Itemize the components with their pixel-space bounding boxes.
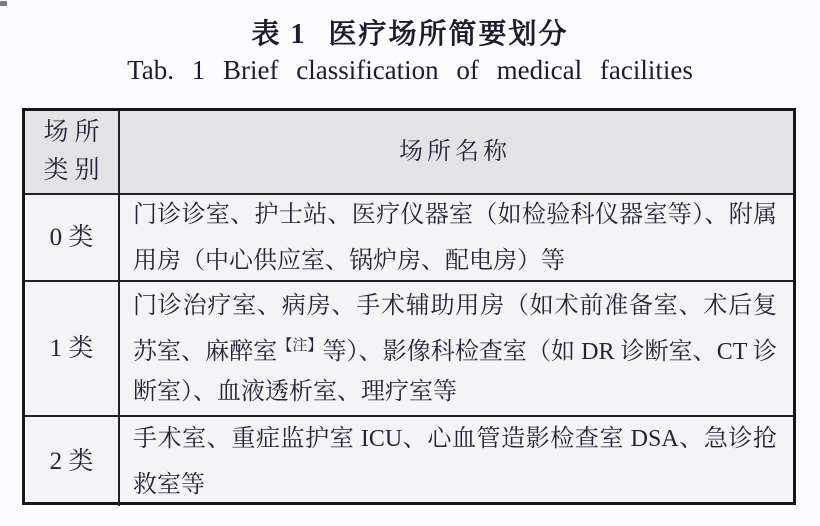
category-cell-0 <box>25 195 120 280</box>
table-number-zh: 表 1 <box>251 19 307 50</box>
description-cell-0 <box>120 195 793 280</box>
classification-table <box>22 108 796 505</box>
desc-0-pre: 门诊诊室、护士站、医疗仪器室（如检验科仪器室等）、附属用房（中心供应室、锅炉房、配电房）等 <box>133 201 777 274</box>
table-header-row <box>25 111 793 193</box>
table-row-class-0 <box>25 193 793 280</box>
table-caption-chinese <box>0 12 820 52</box>
table-caption-english: Tab. 1 Brief classification of medical facilities <box>127 55 693 85</box>
description-text-0 <box>133 195 777 281</box>
desc-1-pre: 门诊治疗室、病房、手术辅助用房（如术前准备室、术后复苏室、麻醉室 <box>133 292 777 365</box>
desc-1-post: 等）、影像科检查室（如 DR 诊断室、CT 诊断室）、血液透析室、理疗室等 <box>133 338 777 405</box>
scan-artifact <box>0 1 7 6</box>
description-text-1 <box>133 286 777 412</box>
header-cell-name <box>120 111 793 193</box>
header-category-line1: 场所 <box>43 119 106 146</box>
category-cell-1 <box>25 282 120 415</box>
desc-2-pre: 手术室、重症监护室 ICU、心血管造影检查室 DSA、急诊抢救室等 <box>133 425 777 498</box>
table-title-zh-text: 医疗场所简要划分 <box>328 19 569 50</box>
table-row-class-1 <box>25 280 793 415</box>
description-text-2 <box>133 419 777 505</box>
header-category-line2: 类别 <box>43 157 106 184</box>
description-cell-2 <box>120 417 793 506</box>
desc-1-footnote-marker: 【注】 <box>277 337 323 354</box>
category-cell-2 <box>25 417 120 506</box>
category-label-1: 1 类 <box>49 334 94 362</box>
category-label-0: 0 类 <box>49 223 94 251</box>
header-cell-category <box>25 111 120 193</box>
category-label-2: 2 类 <box>49 447 94 475</box>
header-name-label: 场所名称 <box>399 139 511 165</box>
table-row-class-2 <box>25 415 793 506</box>
description-cell-1 <box>120 282 793 415</box>
